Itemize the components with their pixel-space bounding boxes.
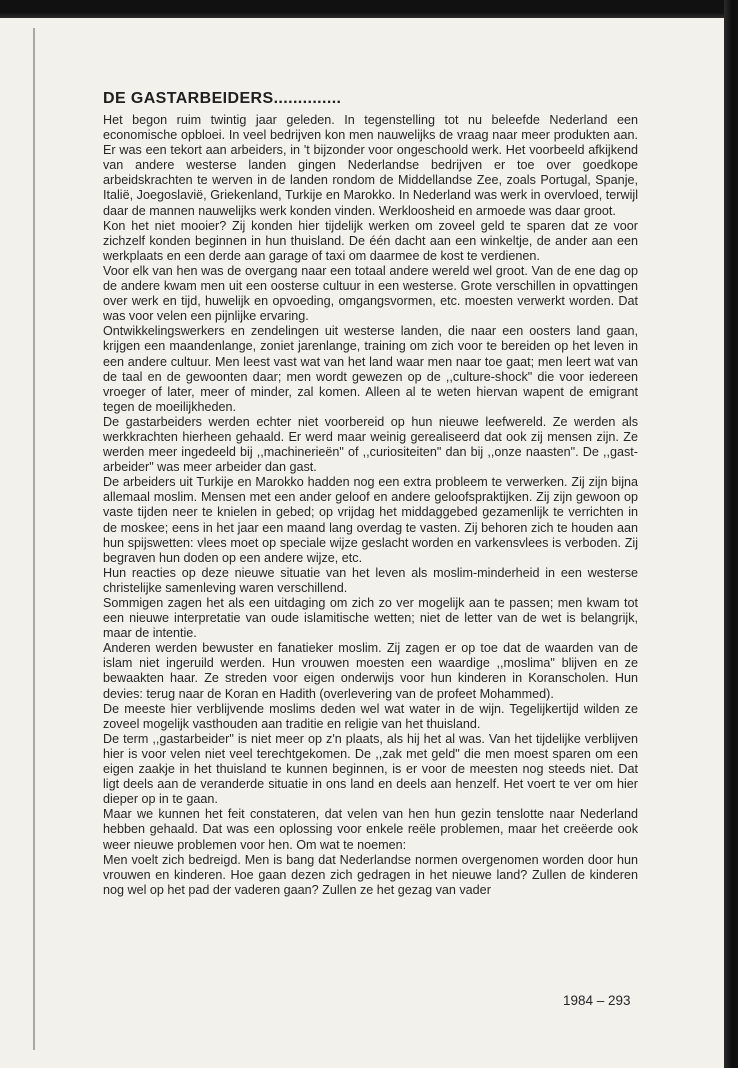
page-number: 1984 – 293 xyxy=(563,993,631,1008)
paragraph: De term ,,gastarbeider" is niet meer op z'n plaats, als hij het al was. Van het tijdelijke verblijven hier is voor velen niet veel terechtgekomen. De ,,zak met geld" die men moest sparen om een eigen zaakje in het thuisland te kunnen beginnen, is er voor de meesten nog steeds niet. Dat ligt deels aan de veranderde situatie in ons land en deels aan henzelf. Het voert te ver om hier dieper op in te gaan. xyxy=(103,731,638,807)
binding-edge xyxy=(33,28,35,1050)
paragraph: Voor elk van hen was de overgang naar een totaal andere wereld wel groot. Van de ene dag op de andere kwam men uit een oosterse cultuur in een westerse. Grote verschillen in opvattingen over werk en tijd, huwelijk en opvoeding, omgangsvormen, etc. moesten verwerkt worden. Dat was voor velen een pijnlijke ervaring. xyxy=(103,263,638,324)
article-body xyxy=(103,113,638,898)
paragraph: Het begon ruim twintig jaar geleden. In tegenstelling tot nu beleefde Nederland een economische opbloei. In veel bedrijven kon men nauwelijks de vraag naar meer produkten aan. Er was een tekort aan arbeiders, in 't bijzonder voor ongeschoold werk. Het voorbeeld afkijkend van andere westerse landen gingen Nederlandse bedrijven er toe over goedkope arbeidskrachten te werven in de landen rondom de Middellandse Zee, zoals Portugal, Spanje, Italië, Joegoslavië, Griekenland, Turkije en Marokko. In Nederland was werk in overvloed, terwijl daar de mannen nauwelijks werk konden vinden. Werkloosheid en armoede was daar groot. xyxy=(103,113,638,218)
paragraph: De arbeiders uit Turkije en Marokko hadden nog een extra probleem te verwerken. Zij zijn bijna allemaal moslim. Mensen met een ander geloof en andere geloofspraktijken. Zij zijn gewoon op vaste tijden neer te knielen in gebed; op vrijdag het middaggebed gezamenlijk te verrichten in de moskee; eens in het jaar een maand lang overdag te vasten. Zij behoren zich te houden aan hun spijswetten: vlees moet op speciale wijze geslacht worden en varkensvlees is verboden. Zij begraven hun doden op een andere wijze, etc. xyxy=(103,475,638,565)
paragraph: Maar we kunnen het feit constateren, dat velen van hen hun gezin tenslotte naar Nederland hebben gehaald. Dat was een oplossing voor enkele reële problemen, maar het creëerde ook weer nieuwe problemen voor hen. Om wat te noemen: xyxy=(103,807,638,852)
paragraph: Ontwikkelingswerkers en zendelingen uit westerse landen, die naar een oosters land gaan, krijgen een maandenlange, zoniet jarenlange, training om zich voor te bereiden op het leven in een andere cultuur. Men leest vast wat van het land waar men naar toe gaat; men leert wat van de taal en de gewoonten daar; men wordt gewezen op de ,,culture-shock" die voor iedereen vroeger of later, meer of minder, zal komen. Alleen al te weten hiervan wapent de emigrant tegen de moeilijkheden. xyxy=(103,324,638,414)
scan-border-top xyxy=(0,0,738,18)
paragraph: De gastarbeiders werden echter niet voorbereid op hun nieuwe leefwereld. Ze werden als werkkrachten hierheen gehaald. Er werd maar weinig gerealiseerd dat ook zij mensen zijn. Ze werden meer ingedeeld bij ,,machinerieën" of ,,curiositeiten" dan bij ,,onze naasten". De ,,gast-arbeider" was meer arbeider dan gast. xyxy=(103,414,638,475)
article-title: DE GASTARBEIDERS.............. xyxy=(103,90,342,107)
paragraph: Hun reacties op deze nieuwe situatie van het leven als moslim-minderheid in een westerse christelijke samenleving waren verschillend. xyxy=(103,565,638,595)
paragraph: Sommigen zagen het als een uitdaging om zich zo ver mogelijk aan te passen; men kwam tot een nieuwe interpretatie van oude islamitische wetten; niet de letter van de wet is belangrijk, maar de intentie. xyxy=(103,596,638,641)
paragraph: Anderen werden bewuster en fanatieker moslim. Zij zagen er op toe dat de waarden van de islam niet ingeruild werden. Hun vrouwen moesten een waardige ,,moslima" blijven en ze bewaakten haar. Ze streden voor eigen onderwijs voor hun kinderen in Koranscholen. Hun devies: terug naar de Koran en Hadith (overlevering van de profeet Mohammed). xyxy=(103,641,638,701)
scan-border-right xyxy=(724,0,738,1068)
paragraph: Kon het niet mooier? Zij konden hier tijdelijk werken om zoveel geld te sparen dat ze voor zichzelf konden beginnen in hun thuisland. De één dacht aan een winkeltje, de ander aan een werkplaats en een derde aan garage of taxi om daarmee de kost te verdienen. xyxy=(103,218,638,263)
paragraph: Men voelt zich bedreigd. Men is bang dat Nederlandse normen overgenomen worden door hun vrouwen en kinderen. Hoe gaan dezen zich gedragen in het nieuwe land? Zullen de kinderen nog wel op het pad der vaderen gaan? Zullen ze het gezag van vader xyxy=(103,852,638,897)
paragraph: De meeste hier verblijvende moslims deden wel wat water in de wijn. Tegelijkertijd wilden ze zoveel mogelijk vasthouden aan traditie en religie van het thuisland. xyxy=(103,701,638,731)
